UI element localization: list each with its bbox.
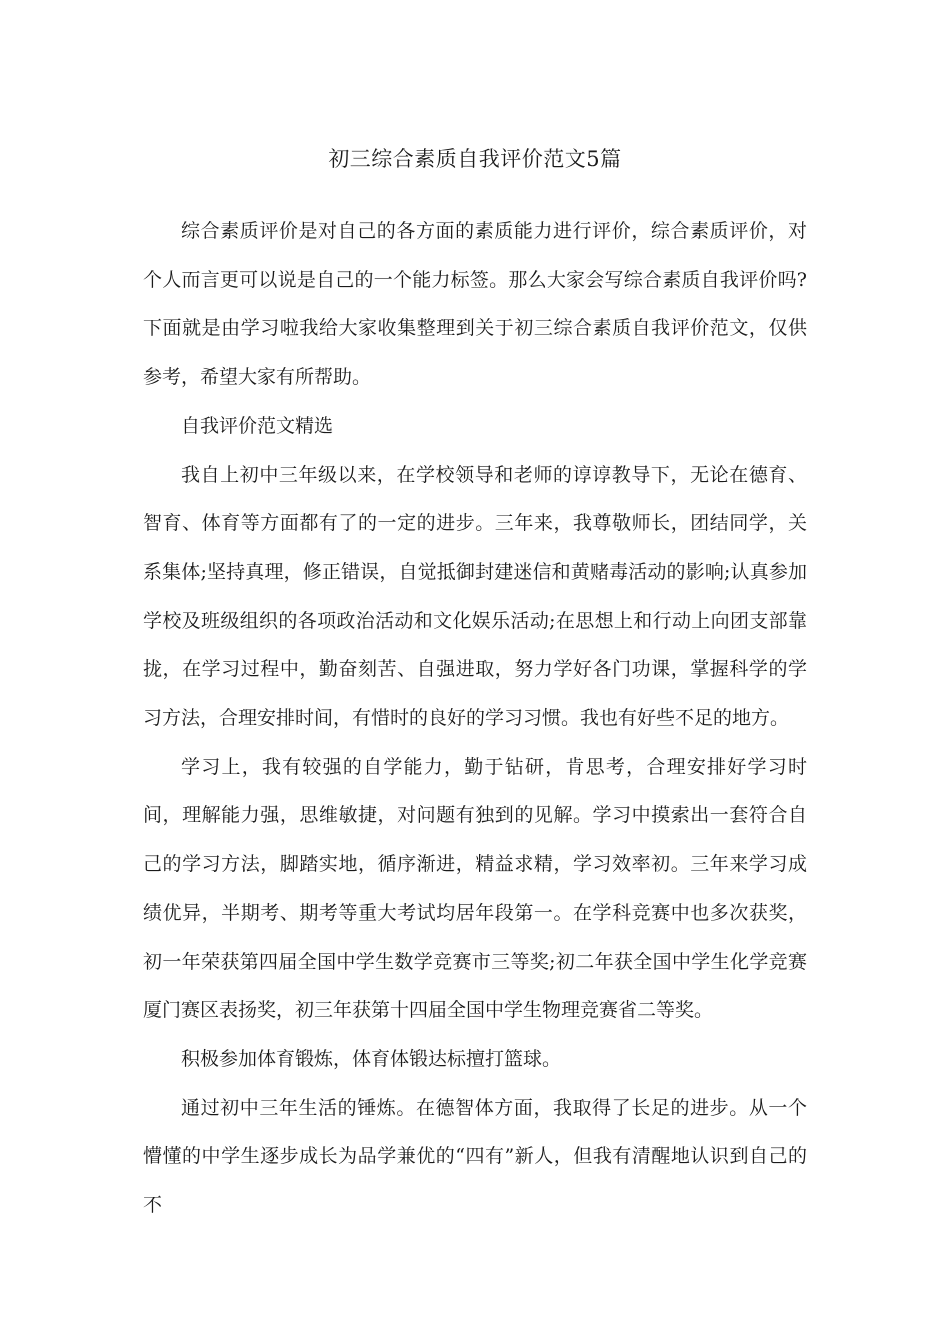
document-title: 初三综合素质自我评价范文5篇 (328, 147, 622, 171)
paragraph-intro: 综合素质评价是对自己的各方面的素质能力进行评价，综合素质评价，对个人而言更可以说是自己的一个能力标签。那么大家会写综合素质自我评价吗?下面就是由学习啦我给大家收集整理到关于初三综合素质自我评价范文，仅供参考，希望大家有所帮助。 (143, 220, 807, 389)
paragraph-study: 学习上，我有较强的自学能力，勤于钻研，肯思考，合理安排好学习时间，理解能力强，思维敏捷，对问题有独到的见解。学习中摸索出一套符合自己的学习方法，脚踏实地，循序渐进，精益求精，学习效率初。三年来学习成绩优异，半期考、期考等重大考试均居年段第一。在学科竞赛中也多次获奖，初一年荣获第四届全国中学生数学竞赛市三等奖;初二年获全国中学生化学竞赛厦门赛区表扬奖，初三年获第十四届全国中学生物理竞赛省二等奖。 (143, 755, 807, 1022)
paragraph-summary: 通过初中三年生活的锤炼。在德智体方面，我取得了长足的进步。从一个懵懂的中学生逐步成长为品学兼优的“四有”新人，但我有清醒地认识到自己的不 (143, 1096, 807, 1217)
paragraph-sports: 积极参加体育锻炼，体育体锻达标擅打篮球。 (181, 1047, 562, 1070)
paragraph-conduct: 我自上初中三年级以来，在学校领导和老师的谆谆教导下，无论在德育、智育、体育等方面都有了的一定的进步。三年来，我尊敬师长，团结同学，关系集体;坚持真理，修正错误，自觉抵御封建迷信和黄赌毒活动的影响;认真参加学校及班级组织的各项政治活动和文化娱乐活动;在思想上和行动上向团支部靠拢，在学习过程中，勤奋刻苦、自强进取，努力学好各门功课，掌握科学的学习方法，合理安排时间，有惜时的良好的学习习惯。我也有好些不足的地方。 (143, 463, 807, 730)
document-body (143, 207, 807, 1230)
paragraph-subheading: 自我评价范文精选 (181, 414, 334, 437)
